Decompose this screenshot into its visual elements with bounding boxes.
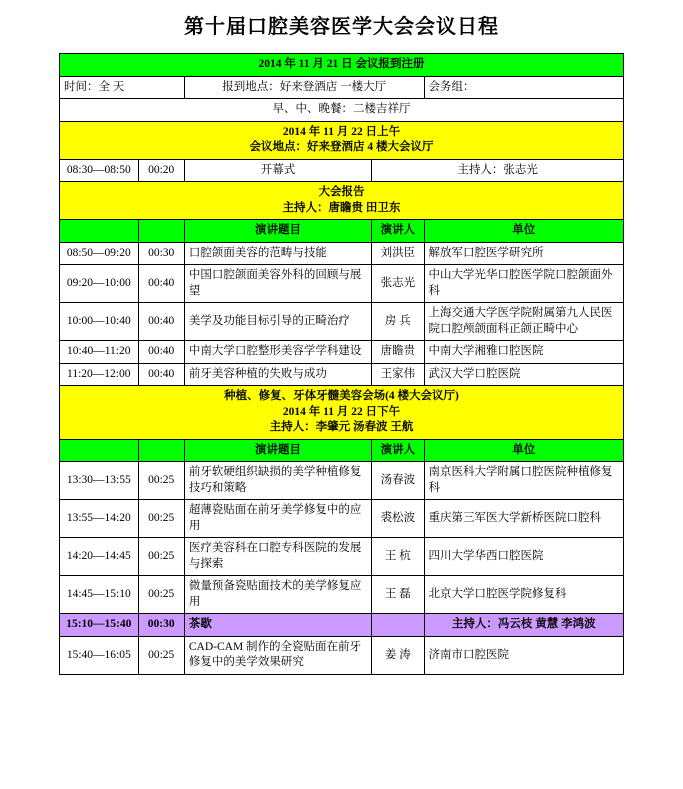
row-time: 14:45—15:10: [60, 576, 139, 614]
row-speaker: 刘洪臣: [372, 242, 424, 265]
registration-meals-row: [60, 99, 624, 122]
row-speaker: 王 磊: [372, 576, 424, 614]
row-topic: 微量预备瓷贴面技术的美学修复应用: [184, 576, 371, 614]
row-time: 14:20—14:45: [60, 538, 139, 576]
table-row: [60, 538, 624, 576]
break-topic: 茶歇: [184, 614, 371, 637]
schedule-table: [59, 53, 624, 675]
row-time: 08:50—09:20: [60, 242, 139, 265]
row-duration: 00:25: [138, 500, 184, 538]
session1-band-line2: 会议地点：好来登酒店 4 楼大会议厅: [249, 141, 434, 154]
row-time: 11:20—12:00: [60, 363, 139, 386]
row-topic: 中国口腔颌面美容外科的回顾与展望: [184, 265, 371, 303]
session1-col-unit: 单位: [424, 220, 623, 243]
row-time: 10:00—10:40: [60, 303, 139, 341]
report-band-line2: 主持人：唐瞻贵 田卫东: [282, 201, 401, 214]
row-speaker: 房 兵: [372, 303, 424, 341]
registration-header-row: [60, 54, 624, 77]
row-topic: 口腔颌面美容的范畴与技能: [184, 242, 371, 265]
row-topic: 医疗美容科在口腔专科医院的发展与探索: [184, 538, 371, 576]
registration-time: 时间：全 天: [60, 76, 185, 99]
row-topic: 中南大学口腔整形美容学学科建设: [184, 341, 371, 364]
opening-row: [60, 159, 624, 182]
opening-time: 08:30—08:50: [60, 159, 139, 182]
session2-col-blank1: [60, 439, 139, 462]
session1-col-blank1: [60, 220, 139, 243]
row-topic: 超薄瓷贴面在前牙美学修复中的应用: [184, 500, 371, 538]
registration-meals: 早、中、晚餐：二楼吉祥厅: [60, 99, 624, 122]
break-host: 主持人：冯云枝 黄慧 李鸿波: [424, 614, 623, 637]
row-duration: 00:25: [138, 462, 184, 500]
registration-header: 2014 年 11 月 21 日 会议报到注册: [60, 54, 624, 77]
row-unit: 重庆第三军医大学新桥医院口腔科: [424, 500, 623, 538]
table-row: [60, 303, 624, 341]
row-duration: 00:40: [138, 265, 184, 303]
break-duration: 00:30: [138, 614, 184, 637]
row-topic: 前牙软硬组织缺损的美学种植修复技巧和策略: [184, 462, 371, 500]
row-speaker: 张志光: [372, 265, 424, 303]
row-speaker: 王 杭: [372, 538, 424, 576]
page-title: 第十届口腔美容医学大会会议日程: [184, 16, 499, 38]
row-speaker: 姜 涛: [372, 636, 424, 674]
session1-band-row: [60, 121, 624, 159]
row-duration: 00:25: [138, 636, 184, 674]
report-band: [60, 182, 624, 220]
table-row: [60, 500, 624, 538]
session1-column-header-row: [60, 220, 624, 243]
row-unit: 北京大学口腔医学院修复科: [424, 576, 623, 614]
table-row: [60, 341, 624, 364]
report-band-row: [60, 182, 624, 220]
row-topic: 美学及功能目标引导的正畸治疗: [184, 303, 371, 341]
row-duration: 00:25: [138, 538, 184, 576]
row-unit: 中南大学湘雅口腔医院: [424, 341, 623, 364]
break-blank: [372, 614, 424, 637]
table-row: [60, 265, 624, 303]
row-duration: 00:30: [138, 242, 184, 265]
session2-band-line1: 种植、修复、牙体牙髓美容会场(4 楼大会议厅): [224, 390, 459, 403]
break-time: 15:10—15:40: [60, 614, 139, 637]
opening-duration: 00:20: [138, 159, 184, 182]
row-speaker: 汤春波: [372, 462, 424, 500]
session2-col-blank2: [138, 439, 184, 462]
opening-topic: 开幕式: [184, 159, 371, 182]
report-band-line1: 大会报告: [318, 186, 365, 199]
row-time: 13:55—14:20: [60, 500, 139, 538]
row-duration: 00:40: [138, 341, 184, 364]
table-row: [60, 363, 624, 386]
registration-info-row: [60, 76, 624, 99]
row-time: 13:30—13:55: [60, 462, 139, 500]
registration-staff: 会务组：: [424, 76, 623, 99]
tea-break-row: [60, 614, 624, 637]
row-unit: 济南市口腔医院: [424, 636, 623, 674]
row-time: 15:40—16:05: [60, 636, 139, 674]
session1-band-line1: 2014 年 11 月 22 日上午: [282, 125, 401, 138]
session2-band-line3: 主持人：李肇元 汤春波 王航: [269, 421, 414, 434]
table-row: [60, 462, 624, 500]
row-time: 09:20—10:00: [60, 265, 139, 303]
session2-band-row: [60, 386, 624, 440]
row-unit: 上海交通大学医学院附属第九人民医院口腔颅颌面科正颌正畸中心: [424, 303, 623, 341]
session1-band: [60, 121, 624, 159]
session1-col-speaker: 演讲人: [372, 220, 424, 243]
row-duration: 00:25: [138, 576, 184, 614]
session2-col-unit: 单位: [424, 439, 623, 462]
row-time: 10:40—11:20: [60, 341, 139, 364]
session1-col-topic: 演讲题目: [184, 220, 371, 243]
row-unit: 南京医科大学附属口腔医院种植修复科: [424, 462, 623, 500]
session2-band-line2: 2014 年 11 月 22 日下午: [282, 405, 401, 418]
row-unit: 解放军口腔医学研究所: [424, 242, 623, 265]
table-row: [60, 636, 624, 674]
session2-col-topic: 演讲题目: [184, 439, 371, 462]
session2-col-speaker: 演讲人: [372, 439, 424, 462]
session1-col-blank2: [138, 220, 184, 243]
row-unit: 四川大学华西口腔医院: [424, 538, 623, 576]
row-unit: 武汉大学口腔医院: [424, 363, 623, 386]
row-topic: CAD-CAM 制作的全瓷贴面在前牙修复中的美学效果研究: [184, 636, 371, 674]
row-speaker: 唐瞻贵: [372, 341, 424, 364]
row-unit: 中山大学光华口腔医学院口腔颌面外科: [424, 265, 623, 303]
row-topic: 前牙美容种植的失败与成功: [184, 363, 371, 386]
session2-column-header-row: [60, 439, 624, 462]
row-duration: 00:40: [138, 363, 184, 386]
table-row: [60, 242, 624, 265]
row-speaker: 裘松波: [372, 500, 424, 538]
row-speaker: 王家伟: [372, 363, 424, 386]
registration-place: 报到地点：好来登酒店 一楼大厅: [184, 76, 424, 99]
opening-host: 主持人：张志光: [372, 159, 624, 182]
row-duration: 00:40: [138, 303, 184, 341]
session2-band: [60, 386, 624, 440]
table-row: [60, 576, 624, 614]
